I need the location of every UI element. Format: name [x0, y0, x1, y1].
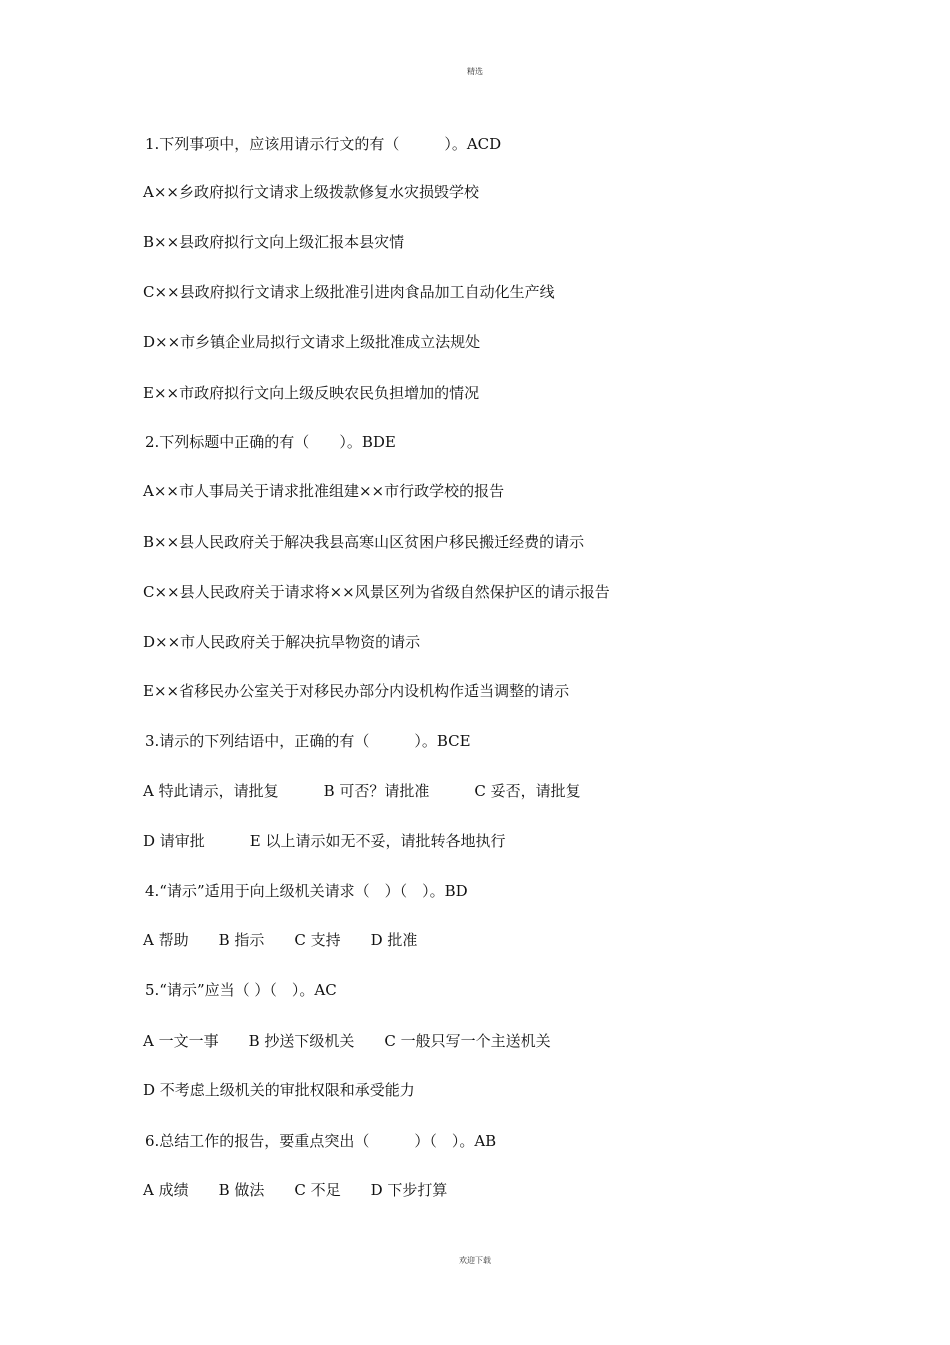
option-line: A 特此请示，请批复 B 可否？请批准 C 妥否，请批复 [143, 782, 581, 800]
option-line: A××市人事局关于请求批准组建××市行政学校的报告 [143, 482, 505, 500]
question-2: 2.下列标题中正确的有（ ）。BDE [145, 433, 396, 451]
option-line: C××县政府拟行文请求上级批准引进肉食品加工自动化生产线 [143, 283, 555, 301]
option-line: A 一文一事 B 抄送下级机关 C 一般只写一个主送机关 [143, 1032, 551, 1050]
option-line: D 不考虑上级机关的审批权限和承受能力 [143, 1081, 415, 1099]
option-line: E××市政府拟行文向上级反映农民负担增加的情况 [143, 384, 480, 402]
option-line: D 请审批 E 以上请示如无不妥，请批转各地执行 [143, 832, 506, 850]
option-line: C××县人民政府关于请求将××风景区列为省级自然保护区的请示报告 [143, 583, 610, 601]
option-line: E××省移民办公室关于对移民办部分内设机构作适当调整的请示 [143, 682, 570, 700]
option-line: D××市乡镇企业局拟行文请求上级批准成立法规处 [143, 333, 481, 351]
option-line: A 帮助 B 指示 C 支持 D 批准 [143, 931, 418, 949]
question-5: 5.“请示”应当（ ）（ ）。AC [145, 981, 337, 999]
option-line: A 成绩 B 做法 C 不足 D 下步打算 [143, 1181, 448, 1199]
option-line: D××市人民政府关于解决抗旱物资的请示 [143, 633, 421, 651]
question-6: 6.总结工作的报告，要重点突出（ ）（ ）。AB [145, 1132, 497, 1150]
question-3: 3.请示的下列结语中，正确的有（ ）。BCE [145, 732, 471, 750]
option-line: B××县人民政府关于解决我县高寒山区贫困户移民搬迁经费的请示 [143, 533, 585, 551]
question-1: 1.下列事项中，应该用请示行文的有（ ）。ACD [145, 135, 502, 153]
page-footer: 欢迎下载 [459, 1256, 491, 1265]
question-4: 4.“请示”适用于向上级机关请求（ ）（ ）。BD [145, 882, 468, 900]
page-header: 精选 [467, 67, 483, 76]
option-line: A××乡政府拟行文请求上级拨款修复水灾损毁学校 [143, 183, 479, 201]
option-line: B××县政府拟行文向上级汇报本县灾情 [143, 233, 405, 251]
